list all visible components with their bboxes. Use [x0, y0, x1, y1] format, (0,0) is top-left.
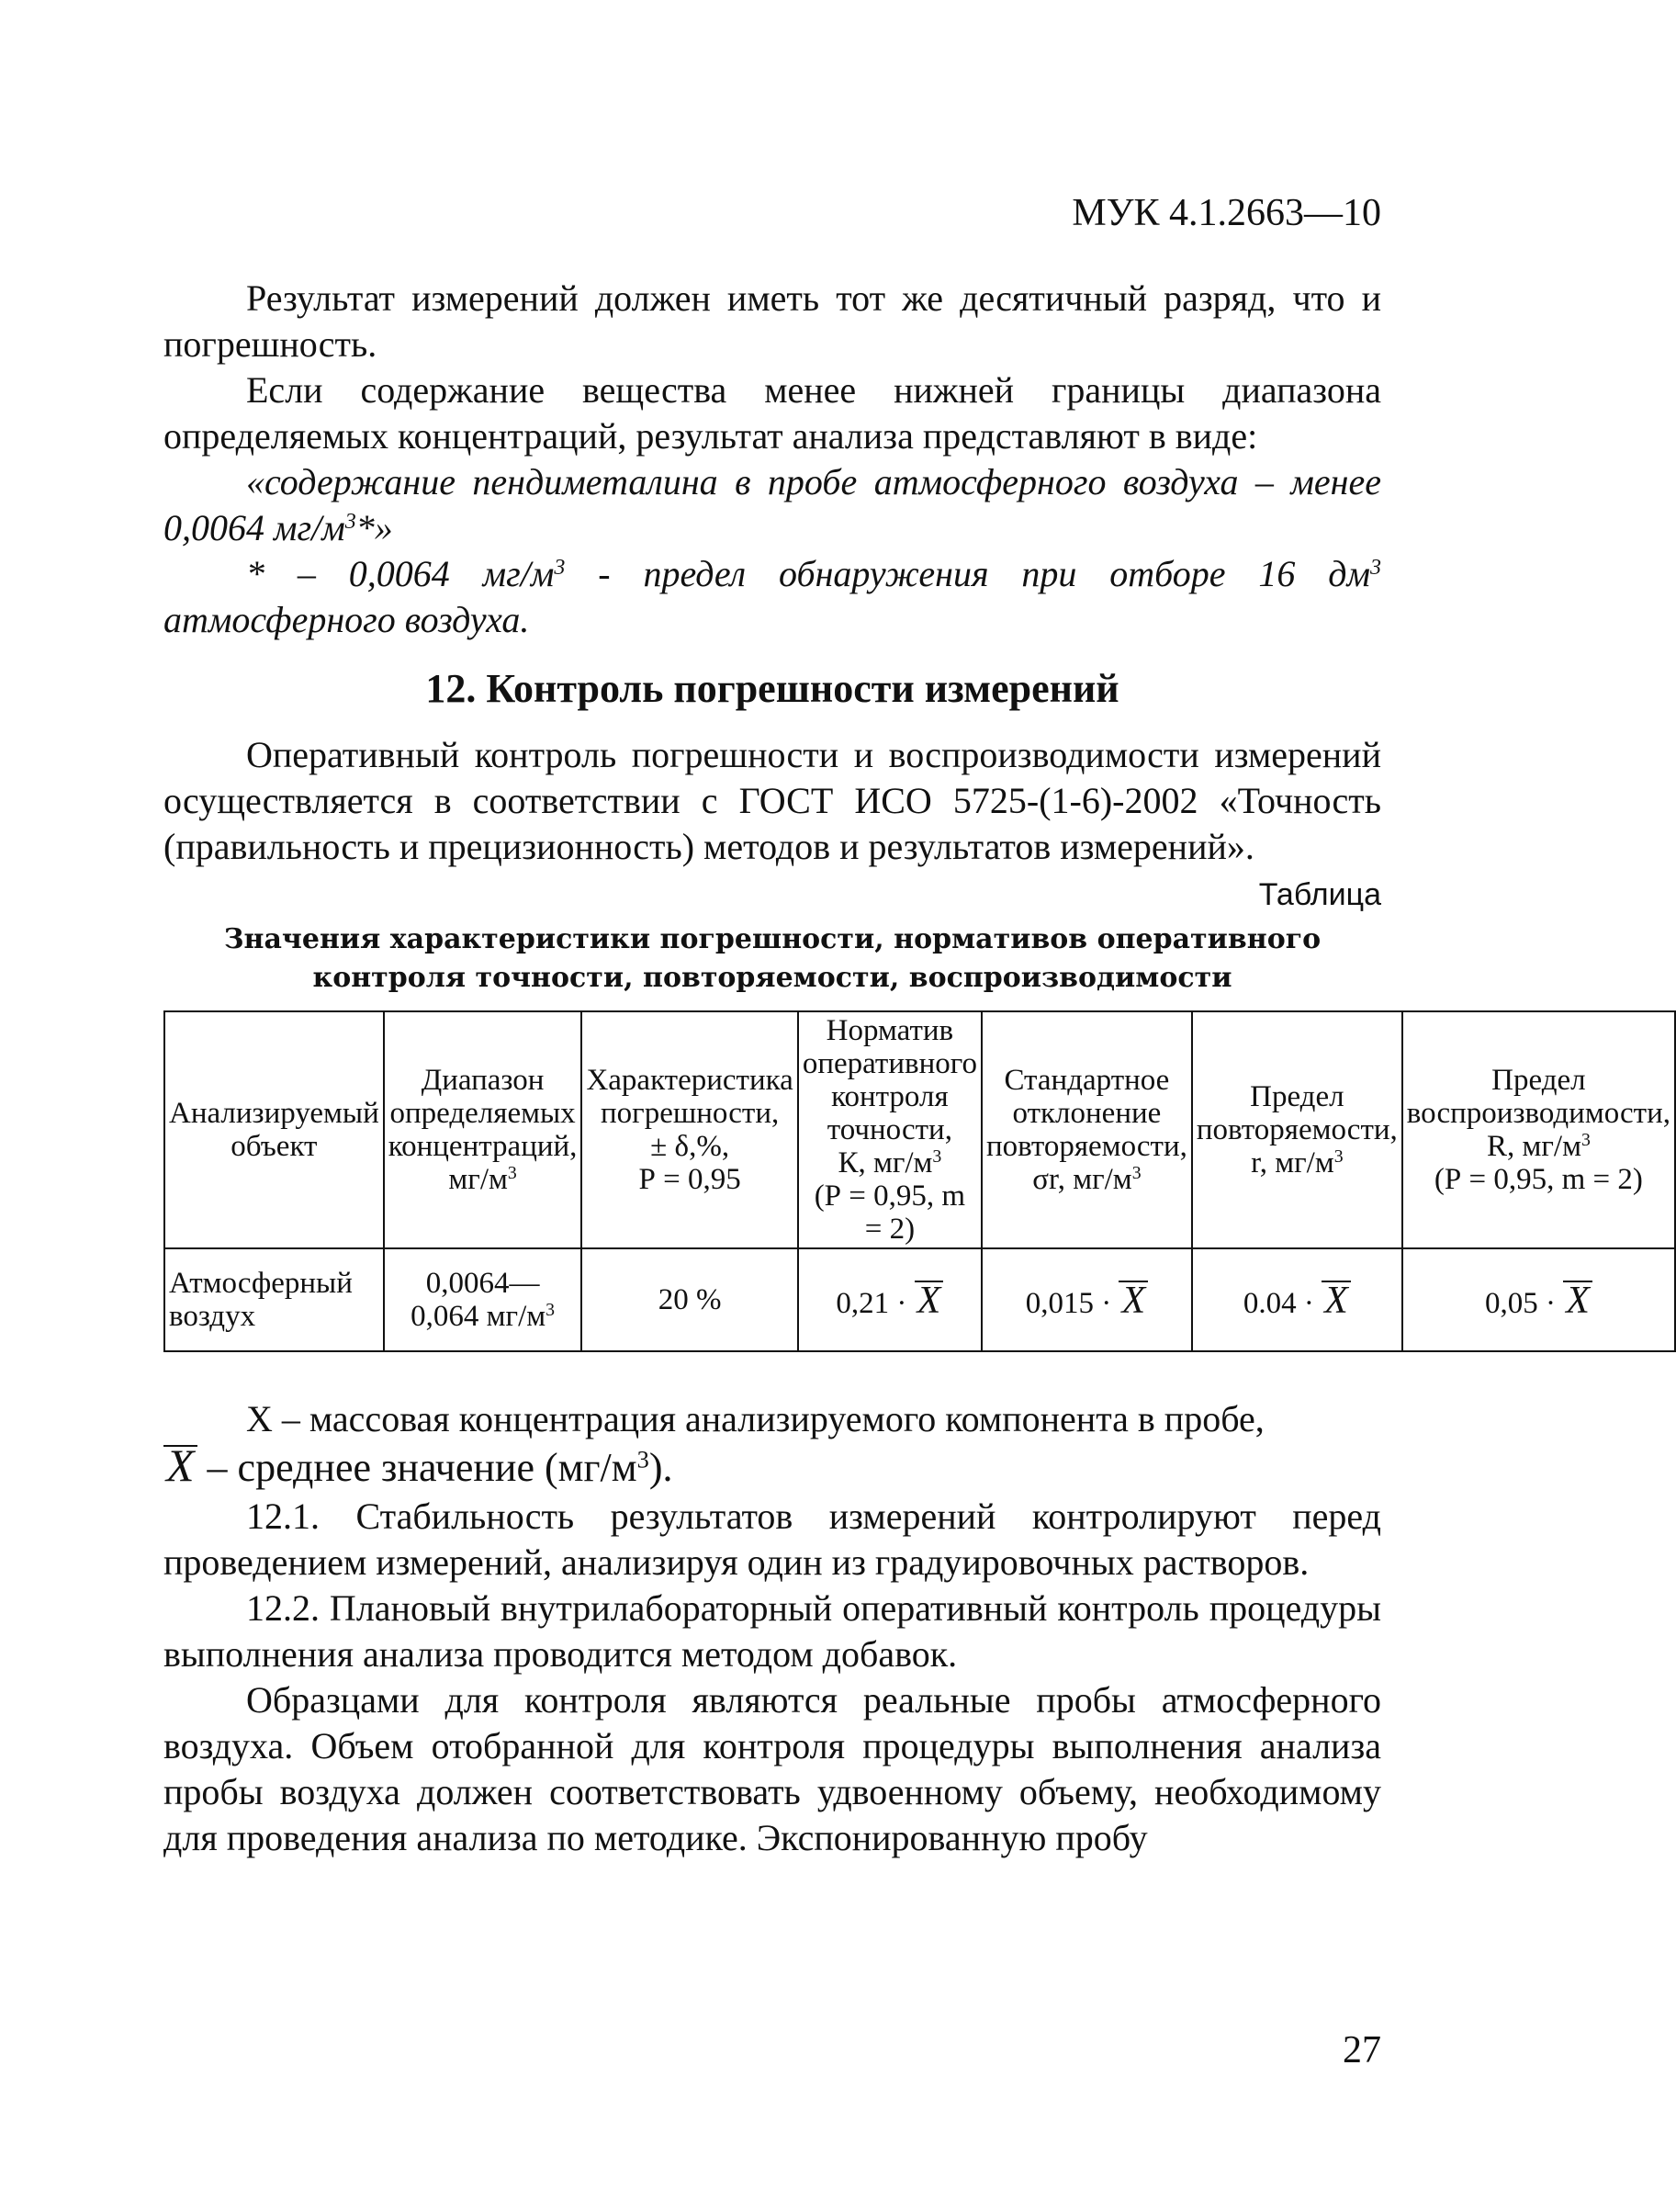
header-std-deviation: Стандартное отклонение повторяемости, σr, $мг/м^3$ — [982, 1011, 1192, 1248]
header-object: Анализируемый объект — [164, 1011, 384, 1248]
table-caption: Значения характеристики погрешности, нормативов оперативного контроля точности, повторяемости, воспроизводимости — [223, 923, 1322, 994]
cell-range: 0,0064— 0,064 $мг/м^3$ — [384, 1248, 582, 1351]
paragraph-below-range: Если содержание вещества менее нижней границы диапазона определяемых концентраций, результат анализа представляют в виде: — [163, 369, 1381, 457]
footnote: * – 0,0064 $мг/м^3$ - предел обнаружения при отборе 16 $дм^3$ атмосферного воздуха. — [163, 553, 1381, 640]
cell-k: 0,21 · X — [798, 1248, 982, 1351]
cell-r: 0.04 · X — [1192, 1248, 1402, 1351]
table-row — [164, 1248, 1675, 1351]
section-title: 12. Контроль погрешности измерений — [425, 666, 1119, 711]
paragraph-12-1: 12.1. Стабильность результатов измерений контролируют перед проведением измерений, анализируя один из градуировочных растворов. — [163, 1495, 1381, 1583]
xbar-definition: X – среднее значение $(мг/м^3)$. — [163, 1442, 1381, 1494]
section-paragraph: Оперативный контроль погрешности и воспроизводимости измерений осуществляется в соответствии с ГОСТ ИСО 5725-(1-6)-2002 «Точность (правильность и прецизионность) методов и результатов измерений». — [163, 734, 1381, 867]
cell-delta: 20 % — [581, 1248, 797, 1351]
paragraph-12-2: 12.2. Плановый внутрилабораторный оперативный контроль процедуры выполнения анализа проводится методом добавок. — [163, 1587, 1381, 1675]
cell-sigma: 0,015 · X — [982, 1248, 1192, 1351]
table-header-row — [164, 1011, 1675, 1248]
header-reproducibility: Предел воспроизводимости, R, $мг/м^3$ (Р = 0,95, m = 2) — [1402, 1011, 1675, 1248]
error-table — [163, 1010, 1676, 1352]
table-label: Таблица — [1258, 877, 1381, 912]
header-range: Диапазон определяемых концентраций, $мг/м^3$ — [384, 1011, 582, 1248]
header-repeatability: Предел повторяемости, r, $мг/м^3$ — [1192, 1011, 1402, 1248]
x-definition: Х – массовая концентрация анализируемого компонента в пробе, — [246, 1398, 1265, 1439]
page-body — [163, 276, 1671, 1861]
page-number: 27 — [1343, 2029, 1381, 2071]
cell-object: Атмосферный воздух — [164, 1248, 384, 1351]
document-header: МУК 4.1.2663—10 — [1072, 192, 1381, 234]
header-accuracy-norm: Норматив оперативного контроля точности, К, $мг/м^3$ (Р = 0,95, m = 2) — [798, 1011, 982, 1248]
paragraph-result: Результат измерений должен иметь тот же десятичный разряд, что и погрешность. — [163, 277, 1381, 365]
paragraph-samples: Образцами для контроля являются реальные пробы атмосферного воздуха. Объем отобранной для контроля процедуры выполнения анализа пробы воздуха должен соответствовать удвоенному объему, необходимому для проведения анализа по методике. Экспонированную пробу — [163, 1679, 1381, 1858]
cell-R: 0,05 · X — [1402, 1248, 1675, 1351]
header-error: Характеристика погрешности, ± δ,%, Р = 0,95 — [581, 1011, 797, 1248]
italic-quote: «содержание пендиметалина в пробе атмосферного воздуха – менее 0,0064 $мг/м^3*$» — [163, 461, 1381, 548]
